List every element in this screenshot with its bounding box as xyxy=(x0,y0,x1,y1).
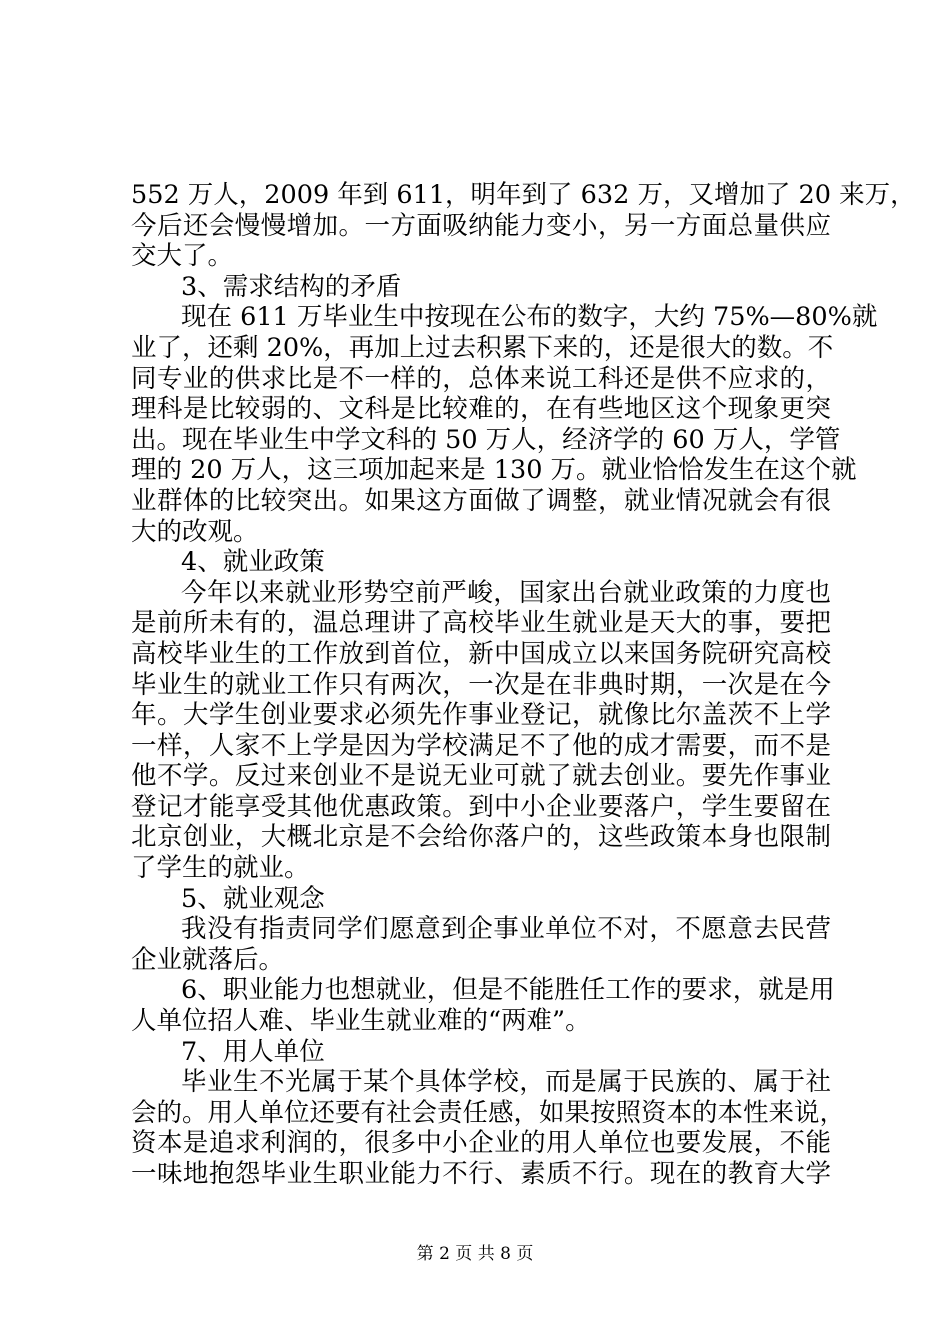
text-line: 资本是追求利润的，很多中小企业的用人单位也要发展，不能 xyxy=(131,1128,831,1159)
text-line: 业了，还剩 20%，再加上过去积累下来的，还是很大的数。不 xyxy=(131,332,834,363)
paragraph xyxy=(131,180,916,272)
page-indicator: 第 2 页 共 8 页 xyxy=(416,1244,534,1264)
text-line: 年。大学生创业要求必须先作事业登记，就像比尔盖茨不上学 xyxy=(131,700,831,731)
text-line: 毕业生的就业工作只有两次，一次是在非典时期，一次是在今 xyxy=(131,669,831,700)
text-line: 理的 20 万人，这三项加起来是 130 万。就业恰恰发生在这个就 xyxy=(131,455,857,486)
text-line: 毕业生不光属于某个具体学校，而是属于民族的、属于社 xyxy=(181,1067,831,1098)
section-heading: 5、就业观念 xyxy=(181,883,325,914)
text-line: 一味地抱怨毕业生职业能力不行、素质不行。现在的教育大学 xyxy=(131,1159,831,1189)
text-line: 登记才能享受其他优惠政策。到中小企业要落户，学生要留在 xyxy=(131,791,831,822)
text-line: 业群体的比较突出。如果这方面做了调整，就业情况就会有很 xyxy=(131,485,831,516)
text-line: 今后还会慢慢增加。一方面吸纳能力变小，另一方面总量供应 xyxy=(131,210,831,241)
section-heading: 7、用人单位 xyxy=(181,1036,325,1067)
page-footer xyxy=(0,1244,950,1264)
paragraph xyxy=(131,302,878,547)
text-line: 企业就落后。 xyxy=(131,944,285,975)
paragraph xyxy=(131,578,831,884)
text-line: 出。现在毕业生中学文科的 50 万人，经济学的 60 万人，学管 xyxy=(131,424,841,455)
text-line: 今年以来就业形势空前严峻，国家出台就业政策的力度也 xyxy=(181,577,831,608)
text-line: 现在 611 万毕业生中按现在公布的数字，大约 75%—80%就 xyxy=(181,302,878,333)
text-line: 我没有指责同学们愿意到企事业单位不对，不愿意去民营 xyxy=(181,914,831,945)
document-body xyxy=(131,180,916,1190)
text-line: 理科是比较弱的、文科是比较难的，在有些地区这个现象更突 xyxy=(131,394,831,425)
paragraph xyxy=(131,1067,846,1189)
text-line: 了学生的就业。 xyxy=(131,853,310,884)
text-line: 他不学。反过来创业不是说无业可就了就去创业。要先作事业 xyxy=(131,761,831,792)
text-line: 人单位招人难、毕业生就业难的“两难”。 xyxy=(131,1006,591,1037)
text-line: 一样，人家不上学是因为学校满足不了他的成才需要，而不是 xyxy=(131,730,831,761)
text-line: 552 万人，2009 年到 611，明年到了 632 万，又增加了 20 来万， xyxy=(131,180,916,210)
section-heading: 4、就业政策 xyxy=(181,547,325,578)
text-line: 同专业的供求比是不一样的，总体来说工科还是供不应求的， xyxy=(131,363,831,394)
text-line: 交大了。 xyxy=(131,241,234,272)
section-heading: 3、需求结构的矛盾 xyxy=(181,271,402,302)
text-line: 北京创业，大概北京是不会给你落户的，这些政策本身也限制 xyxy=(131,822,831,853)
text-line: 高校毕业生的工作放到首位，新中国成立以来国务院研究高校 xyxy=(131,638,831,669)
text-line: 会的。用人单位还要有社会责任感，如果按照资本的本性来说， xyxy=(131,1097,846,1128)
paragraph xyxy=(131,914,831,975)
paragraph xyxy=(131,975,835,1037)
text-line: 是前所未有的，温总理讲了高校毕业生就业是天大的事，要把 xyxy=(131,608,831,639)
text-line: 大的改观。 xyxy=(131,516,259,547)
text-line: 6、职业能力也想就业，但是不能胜任工作的要求，就是用 xyxy=(181,975,835,1006)
